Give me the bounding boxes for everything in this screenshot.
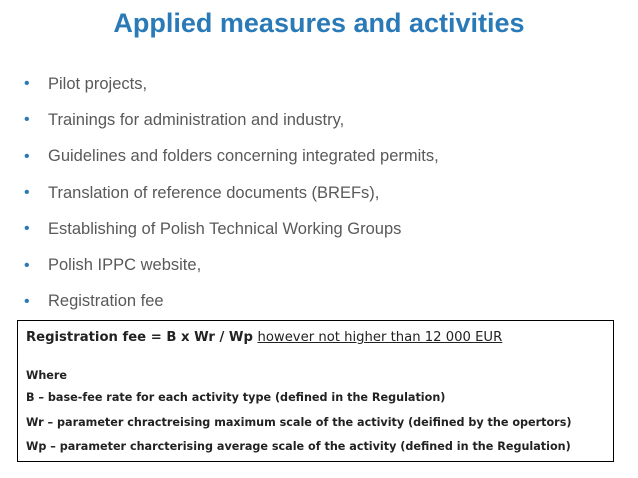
bullet-icon: • (24, 111, 30, 129)
bullet-list (24, 66, 439, 320)
bullet-icon: • (24, 75, 30, 93)
bullet-item (24, 66, 439, 102)
fee-limit: however not higher than 12 000 EUR (257, 330, 503, 345)
bullet-item (24, 247, 439, 283)
bullet-icon: • (24, 256, 30, 274)
bullet-text: Polish IPPC website, (48, 256, 202, 275)
definition-wp: Wp – parameter charcterising average scale of the activity (defined in the Regulation) (26, 440, 571, 453)
bullet-text: Trainings for administration and industry, (48, 110, 345, 129)
bullet-text: Translation of reference documents (BREFs), (48, 183, 380, 202)
bullet-icon: • (24, 147, 30, 165)
bullet-icon: • (24, 292, 30, 310)
bullet-item (24, 284, 439, 320)
bullet-text: Pilot projects, (48, 74, 148, 93)
bullet-icon: • (24, 220, 30, 238)
fee-formula-line (26, 330, 502, 345)
definition-wr: Wr – parameter chractreising maximum scale of the activity (deifined by the opertors) (26, 416, 572, 429)
bullet-item (24, 102, 439, 138)
bullet-item (24, 175, 439, 211)
bullet-text: Establishing of Polish Technical Working Groups (48, 219, 402, 238)
definition-b: B – base-fee rate for each activity type (defined in the Regulation) (26, 391, 446, 404)
fee-formula: Registration fee = B x Wr / Wp (26, 330, 253, 345)
bullet-item (24, 139, 439, 175)
bullet-icon: • (24, 184, 30, 202)
bullet-item (24, 211, 439, 247)
where-label: Where (26, 369, 67, 382)
bullet-text: Guidelines and folders concerning integrated permits, (48, 147, 439, 166)
slide-title: Applied measures and activities (113, 8, 525, 38)
bullet-text: Registration fee (48, 292, 164, 311)
registration-fee-box (17, 320, 614, 462)
